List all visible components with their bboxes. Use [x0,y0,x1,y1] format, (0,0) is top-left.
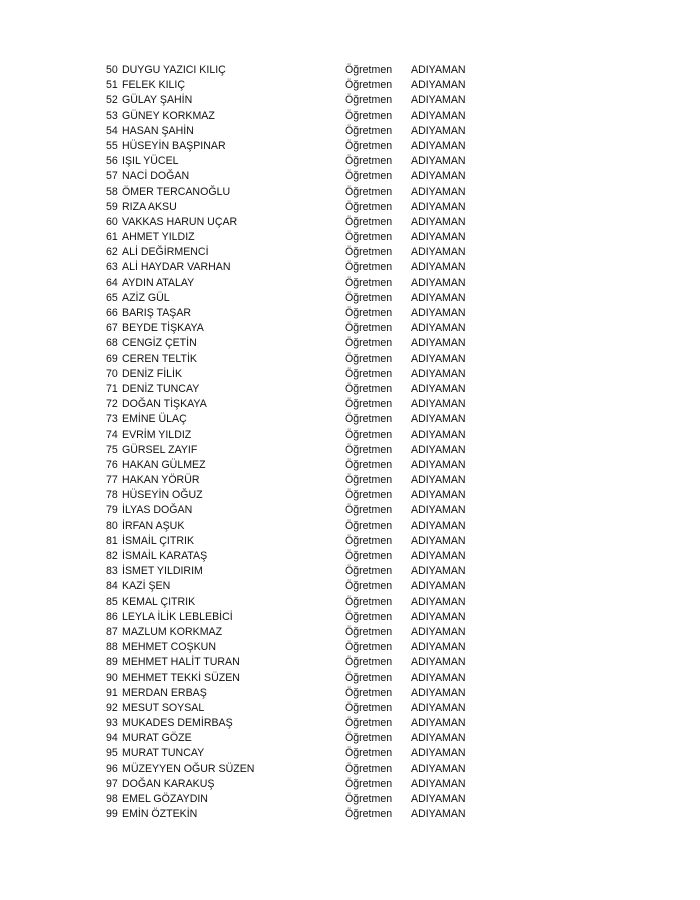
list-row [106,336,526,351]
person-city: ADIYAMAN [411,337,466,350]
person-city: ADIYAMAN [411,519,466,532]
person-name: İSMAİL ÇITRIK [122,534,195,547]
list-row [106,154,526,169]
person-city: ADIYAMAN [411,382,466,395]
person-name: HAKAN GÜLMEZ [122,458,206,471]
person-name: VAKKAS HARUN UÇAR [122,215,238,228]
row-number: 85 [106,595,118,608]
person-city: ADIYAMAN [411,793,466,805]
person-city: ADIYAMAN [411,231,466,244]
list-row [106,686,526,701]
person-role: Öğretmen [345,200,393,213]
person-name: LEYLA İLİK LEBLEBİCİ [122,610,233,623]
person-city: ADIYAMAN [411,79,466,92]
list-row [106,731,526,746]
person-city: ADIYAMAN [411,550,466,562]
row-number: 68 [106,337,118,350]
list-row [106,78,526,93]
row-number: 62 [106,246,118,259]
person-name: GÜLAY ŞAHİN [122,94,193,107]
person-role: Öğretmen [345,641,393,654]
person-name: MURAT TUNCAY [122,747,205,760]
row-number: 83 [106,565,118,578]
person-role: Öğretmen [345,276,393,289]
person-name: ALİ HAYDAR VARHAN [122,261,231,274]
row-number: 67 [106,322,118,335]
list-row [106,534,526,549]
list-row [106,716,526,731]
row-number: 92 [106,701,118,714]
row-number: 84 [106,580,118,593]
row-number: 55 [106,139,118,152]
list-row [106,63,526,78]
person-name: GÜNEY KORKMAZ [122,109,215,122]
row-number: 50 [106,64,118,76]
person-city: ADIYAMAN [411,291,466,304]
person-name: EMEL GÖZAYDIN [122,793,208,805]
person-name: DOĞAN TİŞKAYA [122,398,207,411]
person-role: Öğretmen [345,519,393,532]
row-number: 87 [106,625,118,638]
person-name: KAZİ ŞEN [122,580,171,593]
person-city: ADIYAMAN [411,534,466,547]
row-number: 89 [106,656,118,669]
list-row [106,519,526,534]
row-number: 64 [106,276,118,289]
list-row [106,488,526,503]
person-name: GÜRSEL ZAYIF [122,443,198,456]
person-city: ADIYAMAN [411,747,466,760]
person-name: CEREN TELTİK [122,352,197,365]
person-name: MERDAN ERBAŞ [122,686,207,699]
row-number: 66 [106,307,118,319]
list-row [106,792,526,807]
list-row [106,473,526,488]
person-role: Öğretmen [345,124,393,137]
person-role: Öğretmen [345,352,393,365]
person-city: ADIYAMAN [411,155,466,168]
list-row [106,655,526,670]
person-name: DOĞAN KARAKUŞ [122,777,215,790]
row-number: 56 [106,155,118,168]
list-row [106,215,526,230]
list-row [106,367,526,382]
person-role: Öğretmen [345,504,393,517]
person-city: ADIYAMAN [411,215,466,228]
list-row [106,595,526,610]
list-row [106,503,526,518]
person-role: Öğretmen [345,322,393,335]
list-row [106,579,526,594]
person-city: ADIYAMAN [411,625,466,638]
list-row [106,321,526,336]
list-row [106,762,526,777]
row-number: 79 [106,504,118,517]
person-role: Öğretmen [345,398,393,411]
person-city: ADIYAMAN [411,504,466,517]
row-number: 75 [106,443,118,456]
person-name: HAKAN YÖRÜR [122,474,200,487]
person-name: MEHMET COŞKUN [122,641,216,654]
person-role: Öğretmen [345,231,393,244]
person-role: Öğretmen [345,701,393,714]
person-city: ADIYAMAN [411,367,466,380]
person-role: Öğretmen [345,656,393,669]
list-row [106,549,526,564]
person-name: FELEK KILIÇ [122,79,185,92]
person-role: Öğretmen [345,215,393,228]
person-role: Öğretmen [345,808,393,821]
person-name: CENGİZ ÇETİN [122,337,197,350]
row-number: 91 [106,686,118,699]
person-name: HÜSEYİN BAŞPINAR [122,139,226,152]
row-number: 69 [106,352,118,365]
person-role: Öğretmen [345,307,393,319]
person-city: ADIYAMAN [411,717,466,730]
person-name: EMİN ÖZTEKİN [122,808,198,821]
row-number: 78 [106,489,118,502]
list-row [106,458,526,473]
person-name: İRFAN AŞUK [122,519,185,532]
row-number: 93 [106,717,118,730]
person-name: DENİZ FİLİK [122,367,183,380]
person-city: ADIYAMAN [411,671,466,684]
list-row [106,93,526,108]
row-number: 51 [106,79,118,92]
list-row [106,428,526,443]
person-name: AYDIN ATALAY [122,276,195,289]
row-number: 90 [106,671,118,684]
person-name: MEHMET HALİT TURAN [122,656,240,669]
teacher-list [106,63,526,822]
person-role: Öğretmen [345,671,393,684]
person-role: Öğretmen [345,413,393,426]
person-role: Öğretmen [345,443,393,456]
row-number: 76 [106,458,118,471]
person-role: Öğretmen [345,793,393,805]
row-number: 99 [106,808,118,821]
person-role: Öğretmen [345,595,393,608]
list-row [106,260,526,275]
row-number: 80 [106,519,118,532]
list-row [106,169,526,184]
person-city: ADIYAMAN [411,170,466,183]
row-number: 95 [106,747,118,760]
row-number: 61 [106,231,118,244]
row-number: 63 [106,261,118,274]
person-city: ADIYAMAN [411,124,466,137]
person-city: ADIYAMAN [411,413,466,426]
person-city: ADIYAMAN [411,686,466,699]
person-city: ADIYAMAN [411,701,466,714]
person-role: Öğretmen [345,747,393,760]
row-number: 54 [106,124,118,137]
person-city: ADIYAMAN [411,109,466,122]
row-number: 94 [106,732,118,745]
person-name: NACİ DOĞAN [122,170,190,183]
list-row [106,443,526,458]
row-number: 57 [106,170,118,183]
list-row [106,200,526,215]
person-role: Öğretmen [345,550,393,562]
person-name: EMİNE ÜLAÇ [122,413,187,426]
person-city: ADIYAMAN [411,458,466,471]
row-number: 60 [106,215,118,228]
row-number: 81 [106,534,118,547]
person-name: IŞIL YÜCEL [122,155,179,168]
person-role: Öğretmen [345,291,393,304]
person-name: MÜZEYYEN OĞUR SÜZEN [122,762,255,775]
row-number: 58 [106,185,118,198]
person-name: AZİZ GÜL [122,291,170,304]
list-row [106,640,526,655]
list-row [106,109,526,124]
list-row [106,291,526,306]
list-row [106,245,526,260]
person-role: Öğretmen [345,382,393,395]
person-name: İLYAS DOĞAN [122,504,193,517]
person-name: KEMAL ÇITRIK [122,595,196,608]
list-row [106,610,526,625]
person-name: MEHMET TEKKİ SÜZEN [122,671,240,684]
person-name: RIZA AKSU [122,200,177,213]
row-number: 59 [106,200,118,213]
person-city: ADIYAMAN [411,185,466,198]
row-number: 74 [106,428,118,441]
list-row [106,746,526,761]
person-name: MUKADES DEMİRBAŞ [122,717,233,730]
person-name: DENİZ TUNCAY [122,382,200,395]
list-row [106,807,526,822]
row-number: 72 [106,398,118,411]
person-city: ADIYAMAN [411,656,466,669]
list-row [106,306,526,321]
person-name: ALİ DEĞİRMENCİ [122,246,209,259]
list-row [106,352,526,367]
person-role: Öğretmen [345,489,393,502]
list-row [106,671,526,686]
person-name: MESUT SOYSAL [122,701,205,714]
person-role: Öğretmen [345,458,393,471]
person-city: ADIYAMAN [411,762,466,775]
row-number: 82 [106,550,118,562]
person-name: BARIŞ TAŞAR [122,307,192,319]
person-name: HÜSEYİN OĞUZ [122,489,203,502]
person-role: Öğretmen [345,732,393,745]
person-role: Öğretmen [345,610,393,623]
person-city: ADIYAMAN [411,580,466,593]
person-city: ADIYAMAN [411,139,466,152]
person-city: ADIYAMAN [411,732,466,745]
person-role: Öğretmen [345,109,393,122]
person-city: ADIYAMAN [411,641,466,654]
person-role: Öğretmen [345,139,393,152]
person-city: ADIYAMAN [411,64,466,76]
row-number: 96 [106,762,118,775]
person-role: Öğretmen [345,79,393,92]
person-role: Öğretmen [345,337,393,350]
person-role: Öğretmen [345,717,393,730]
person-city: ADIYAMAN [411,808,466,821]
row-number: 52 [106,94,118,107]
row-number: 71 [106,382,118,395]
person-city: ADIYAMAN [411,474,466,487]
person-role: Öğretmen [345,155,393,168]
person-name: EVRİM YILDIZ [122,428,192,441]
person-role: Öğretmen [345,94,393,107]
list-row [106,701,526,716]
person-role: Öğretmen [345,261,393,274]
person-city: ADIYAMAN [411,489,466,502]
list-row [106,230,526,245]
person-role: Öğretmen [345,534,393,547]
person-role: Öğretmen [345,565,393,578]
person-city: ADIYAMAN [411,94,466,107]
person-role: Öğretmen [345,246,393,259]
list-row [106,185,526,200]
row-number: 53 [106,109,118,122]
person-role: Öğretmen [345,625,393,638]
list-row [106,382,526,397]
person-name: İSMET YILDIRIM [122,565,203,578]
person-role: Öğretmen [345,474,393,487]
row-number: 70 [106,367,118,380]
person-city: ADIYAMAN [411,565,466,578]
person-name: İSMAİL KARATAŞ [122,550,208,562]
list-row [106,276,526,291]
list-row [106,412,526,427]
list-row [106,124,526,139]
list-row [106,139,526,154]
person-name: DUYGU YAZICI KILIÇ [122,64,226,76]
row-number: 65 [106,291,118,304]
list-row [106,625,526,640]
person-city: ADIYAMAN [411,246,466,259]
person-city: ADIYAMAN [411,307,466,319]
person-role: Öğretmen [345,185,393,198]
person-role: Öğretmen [345,170,393,183]
person-city: ADIYAMAN [411,443,466,456]
person-city: ADIYAMAN [411,276,466,289]
person-role: Öğretmen [345,428,393,441]
person-role: Öğretmen [345,580,393,593]
person-city: ADIYAMAN [411,322,466,335]
person-city: ADIYAMAN [411,398,466,411]
person-name: MURAT GÖZE [122,732,192,745]
person-city: ADIYAMAN [411,261,466,274]
row-number: 77 [106,474,118,487]
person-name: BEYDE TİŞKAYA [122,322,204,335]
person-role: Öğretmen [345,64,393,76]
person-city: ADIYAMAN [411,595,466,608]
row-number: 86 [106,610,118,623]
person-city: ADIYAMAN [411,352,466,365]
person-role: Öğretmen [345,367,393,380]
person-role: Öğretmen [345,686,393,699]
list-row [106,397,526,412]
person-name: MAZLUM KORKMAZ [122,625,223,638]
person-city: ADIYAMAN [411,610,466,623]
person-name: ÖMER TERCANOĞLU [122,185,231,198]
person-city: ADIYAMAN [411,428,466,441]
person-name: HASAN ŞAHİN [122,124,194,137]
person-role: Öğretmen [345,762,393,775]
person-name: AHMET YILDIZ [122,231,195,244]
row-number: 97 [106,777,118,790]
person-city: ADIYAMAN [411,200,466,213]
list-row [106,777,526,792]
row-number: 73 [106,413,118,426]
row-number: 88 [106,641,118,654]
list-row [106,564,526,579]
person-city: ADIYAMAN [411,777,466,790]
row-number: 98 [106,793,118,805]
person-role: Öğretmen [345,777,393,790]
